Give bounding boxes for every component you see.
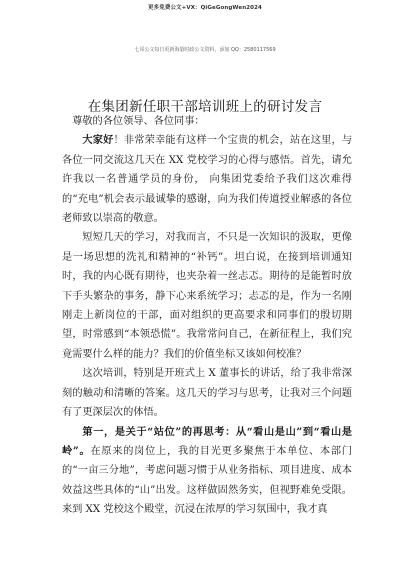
paragraph-1 [62, 131, 352, 228]
promo-header: 更多免费公文+VX：QiGeGongWen2024 [148, 5, 262, 11]
greeting: 尊敬的各位领导、各位同事： [72, 116, 205, 127]
paragraph-3: 这次培训，特别是开班式上 X 董事长的讲话，给了我非常深刻的触动和清晰的答案。这几天的学习与思考，让我对三个问题有了更深层次的体悟。 [62, 368, 352, 419]
paragraph-1-text: ！非常荣幸能有这样一个宝贵的机会，站在这里，与各位一同交流这几天在 XX 党校学习的心得与感悟。首先，请允许我以一名普通学员的身份， 向集团党委给予我们这次难得的“充电”机会表示最诚挚的感谢，向为我们传道授业解惑的各位老师致以崇高的敬意。 [62, 135, 353, 225]
paragraph-4-text: 在原来的岗位上，我的目光更多聚焦于本单位、本部门的“一亩三分地”，考虑问题习惯于从业务指标、项目进度、成本效益这些具体的“山”出发。这样做固然务实，但视野难免受限。来到 XX 党校这个殿堂，沉浸在浓厚的学习氛围中，我才真 [62, 445, 352, 516]
paragraph-1-lead: 大家好 [82, 134, 114, 147]
document-body [62, 112, 352, 520]
paragraph-2: 短短几天的学习，对我而言，不只是一次知识的汲取，更像是一场思想的洗礼和精神的“补钙”。坦白说，在接到培训通知时，我的内心既有期待，也夹杂着一丝忐忑。期待的是能暂时放下手头繁杂的事务，静下心来系统学习；忐忑的是，作为一名刚刚走上新岗位的干部，面对组织的更高要求和同事们的殷切期望，时常感到“本领恐慌”。我常常问自己，在新征程上，我们究竟需要什么样的能力？我们的价值坐标又该如何校准？ [62, 232, 352, 360]
promo-subheader: 七哥公文每日更新海量时政公文资料，添加 QQ：2580117569 [134, 47, 276, 53]
section-heading-1: 第一，是关于“站位”的再思考：从“看山是山”到“看山是岭”。 [62, 425, 352, 457]
paragraph-4 [62, 423, 352, 520]
document-title: 在集团新任职干部培训班上的研讨发言 [87, 99, 323, 115]
